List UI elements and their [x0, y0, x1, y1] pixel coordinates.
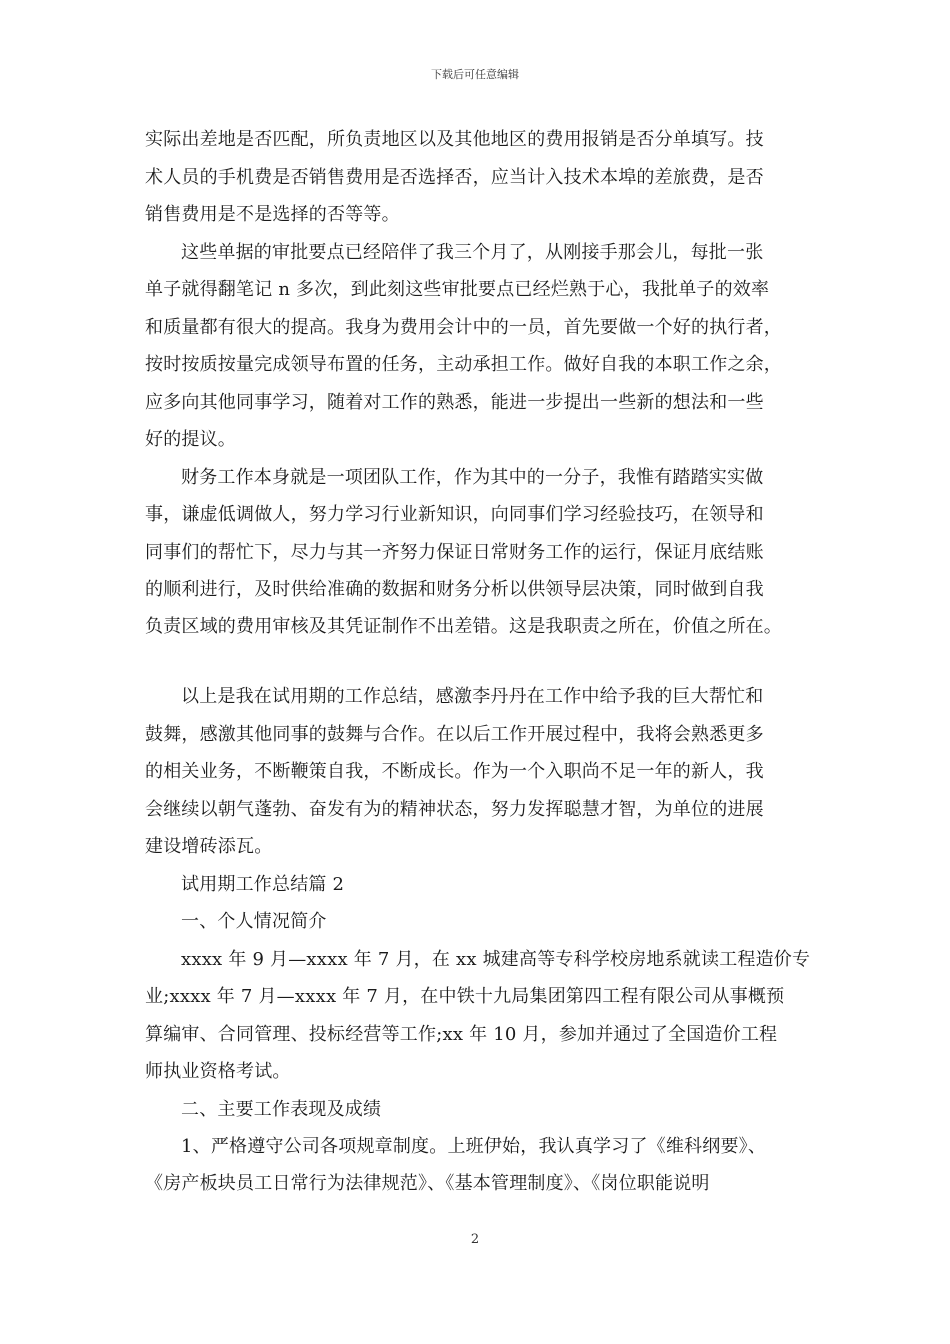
text-line: 1、严格遵守公司各项规章制度。上班伊始，我认真学习了《维科纲要》、 [181, 1136, 767, 1157]
text-line: 好的提议。 [145, 429, 236, 450]
text-line: 会继续以朝气蓬勃、奋发有为的精神状态，努力发挥聪慧才智，为单位的进展 [145, 799, 764, 820]
text-line: 单子就得翻笔记 n 多次，到此刻这些审批要点已经烂熟于心，我批单子的效率 [145, 279, 770, 300]
page-header: 下载后可任意编辑 [431, 68, 519, 81]
text-line: 《房产板块员工日常行为法律规范》、《基本管理制度》、《岗位职能说明 [145, 1173, 710, 1194]
section-title: 试用期工作总结篇 2 [181, 874, 345, 895]
text-line: 这些单据的审批要点已经陪伴了我三个月了，从刚接手那会儿，每批一张 [181, 242, 764, 263]
section-heading: 一、个人情况简介 [181, 911, 327, 932]
text-line: 的顺利进行，及时供给准确的数据和财务分析以供领导层决策，同时做到自我 [145, 579, 764, 600]
text-line: xxxx 年 9 月—xxxx 年 7 月，在 xx 城建高等专科学校房地系就读工程造价专 [181, 949, 811, 970]
text-line: 师执业资格考试。 [145, 1061, 291, 1082]
text-line: 应多向其他同事学习，随着对工作的熟悉，能进一步提出一些新的想法和一些 [145, 392, 764, 413]
text-line: 销售费用是不是选择的否等等。 [145, 204, 400, 225]
text-line: 术人员的手机费是否销售费用是否选择否，应当计入技术本埠的差旅费，是否 [145, 167, 764, 188]
page-number: 2 [470, 1232, 480, 1247]
text-line: 业;xxxx 年 7 月—xxxx 年 7 月，在中铁十九局集团第四工程有限公司从事概预 [145, 986, 785, 1007]
text-line: 事，谦虚低调做人，努力学习行业新知识，向同事们学习经验技巧，在领导和 [145, 504, 764, 525]
text-line: 鼓舞，感激其他同事的鼓舞与合作。在以后工作开展过程中，我将会熟悉更多 [145, 724, 764, 745]
text-line: 以上是我在试用期的工作总结，感激李丹丹在工作中给予我的巨大帮忙和 [181, 686, 764, 707]
text-line: 财务工作本身就是一项团队工作，作为其中的一分子，我惟有踏踏实实做 [181, 467, 764, 488]
text-line: 的相关业务，不断鞭策自我，不断成长。作为一个入职尚不足一年的新人，我 [145, 761, 764, 782]
text-line: 按时按质按量完成领导布置的任务，主动承担工作。做好自我的本职工作之余， [145, 354, 782, 375]
text-line: 同事们的帮忙下，尽力与其一齐努力保证日常财务工作的运行，保证月底结账 [145, 542, 764, 563]
section-heading: 二、主要工作表现及成绩 [181, 1099, 382, 1120]
text-line: 实际出差地是否匹配，所负责地区以及其他地区的费用报销是否分单填写。技 [145, 129, 764, 150]
text-line: 和质量都有很大的提高。我身为费用会计中的一员，首先要做一个好的执行者， [145, 317, 782, 338]
text-line: 算编审、合同管理、投标经营等工作;xx 年 10 月，参加并通过了全国造价工程 [145, 1024, 778, 1045]
text-line: 建设增砖添瓦。 [145, 836, 273, 857]
text-line: 负责区域的费用审核及其凭证制作不出差错。这是我职责之所在，价值之所在。 [145, 616, 782, 637]
